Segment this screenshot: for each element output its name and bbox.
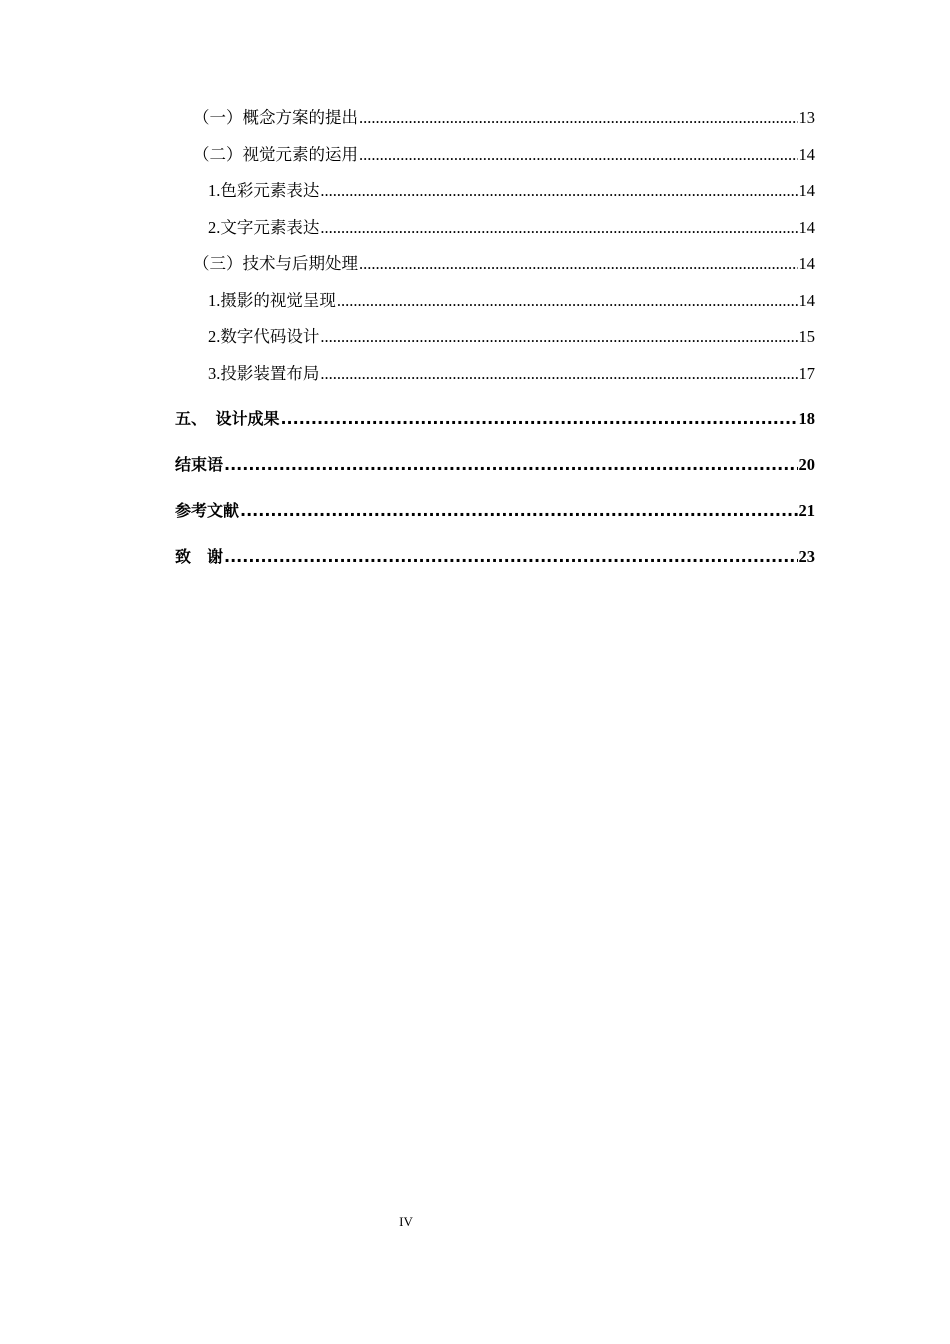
toc-chapter-page: 20: [798, 455, 815, 474]
toc-entry-label: （一）概念方案的提出: [193, 108, 358, 127]
toc-entry[interactable]: [175, 181, 815, 218]
toc-chapter[interactable]: [175, 455, 815, 501]
toc-entry-page: 15: [798, 327, 815, 346]
toc-entry-label: 1.摄影的视觉呈现: [208, 290, 336, 310]
dot-leader: [320, 364, 797, 384]
dot-leader: [337, 291, 798, 311]
toc-entry-page: 17: [798, 363, 815, 383]
toc-entry-page: 14: [798, 144, 815, 164]
toc-entry[interactable]: [175, 108, 815, 145]
toc-entry[interactable]: [175, 364, 815, 401]
dot-leader: [280, 409, 797, 429]
toc-entry-page: 14: [798, 181, 815, 200]
toc-chapter-page: 21: [798, 501, 815, 520]
dot-leader: [359, 254, 798, 274]
toc-entry[interactable]: [175, 145, 815, 182]
toc-entry-label: 2.文字元素表达: [208, 217, 320, 237]
toc-entry-label: （三）技术与后期处理: [193, 254, 358, 273]
toc-chapter[interactable]: [175, 409, 815, 455]
toc-entry-page: 14: [798, 217, 815, 237]
toc-chapter[interactable]: [175, 501, 815, 547]
dot-leader: [224, 547, 797, 567]
toc-chapter-page: 23: [798, 547, 815, 566]
dot-leader: [240, 501, 797, 521]
page-number: IV: [399, 1214, 413, 1229]
dot-leader: [320, 218, 797, 238]
toc-entry-page: 14: [798, 254, 815, 273]
toc-entry[interactable]: [175, 291, 815, 328]
dot-leader: [320, 181, 797, 201]
toc-chapter-label: 参考文献: [175, 501, 240, 520]
table-of-contents: [175, 108, 815, 593]
toc-entry-page: 13: [798, 108, 815, 127]
toc-chapter-label: 结束语: [175, 455, 224, 474]
dot-leader: [359, 108, 798, 128]
toc-entry[interactable]: [175, 254, 815, 291]
dot-leader: [359, 145, 798, 165]
toc-entry-page: 14: [798, 290, 815, 310]
toc-entry[interactable]: [175, 218, 815, 255]
toc-entry[interactable]: [175, 327, 815, 364]
toc-chapter-label: 致 谢: [175, 547, 224, 566]
dot-leader: [320, 327, 797, 347]
toc-chapter-prefix: 五、: [175, 409, 208, 428]
toc-chapter[interactable]: [175, 547, 815, 593]
toc-chapter-label: 设计成果: [215, 409, 280, 428]
toc-entry-label: （二）视觉元素的运用: [193, 144, 358, 164]
toc-entry-label: 3.投影装置布局: [208, 363, 320, 383]
toc-entry-label: 1.色彩元素表达: [208, 181, 320, 200]
toc-chapter-page: 18: [798, 409, 815, 428]
dot-leader: [224, 455, 797, 475]
toc-entry-label: 2.数字代码设计: [208, 327, 320, 346]
